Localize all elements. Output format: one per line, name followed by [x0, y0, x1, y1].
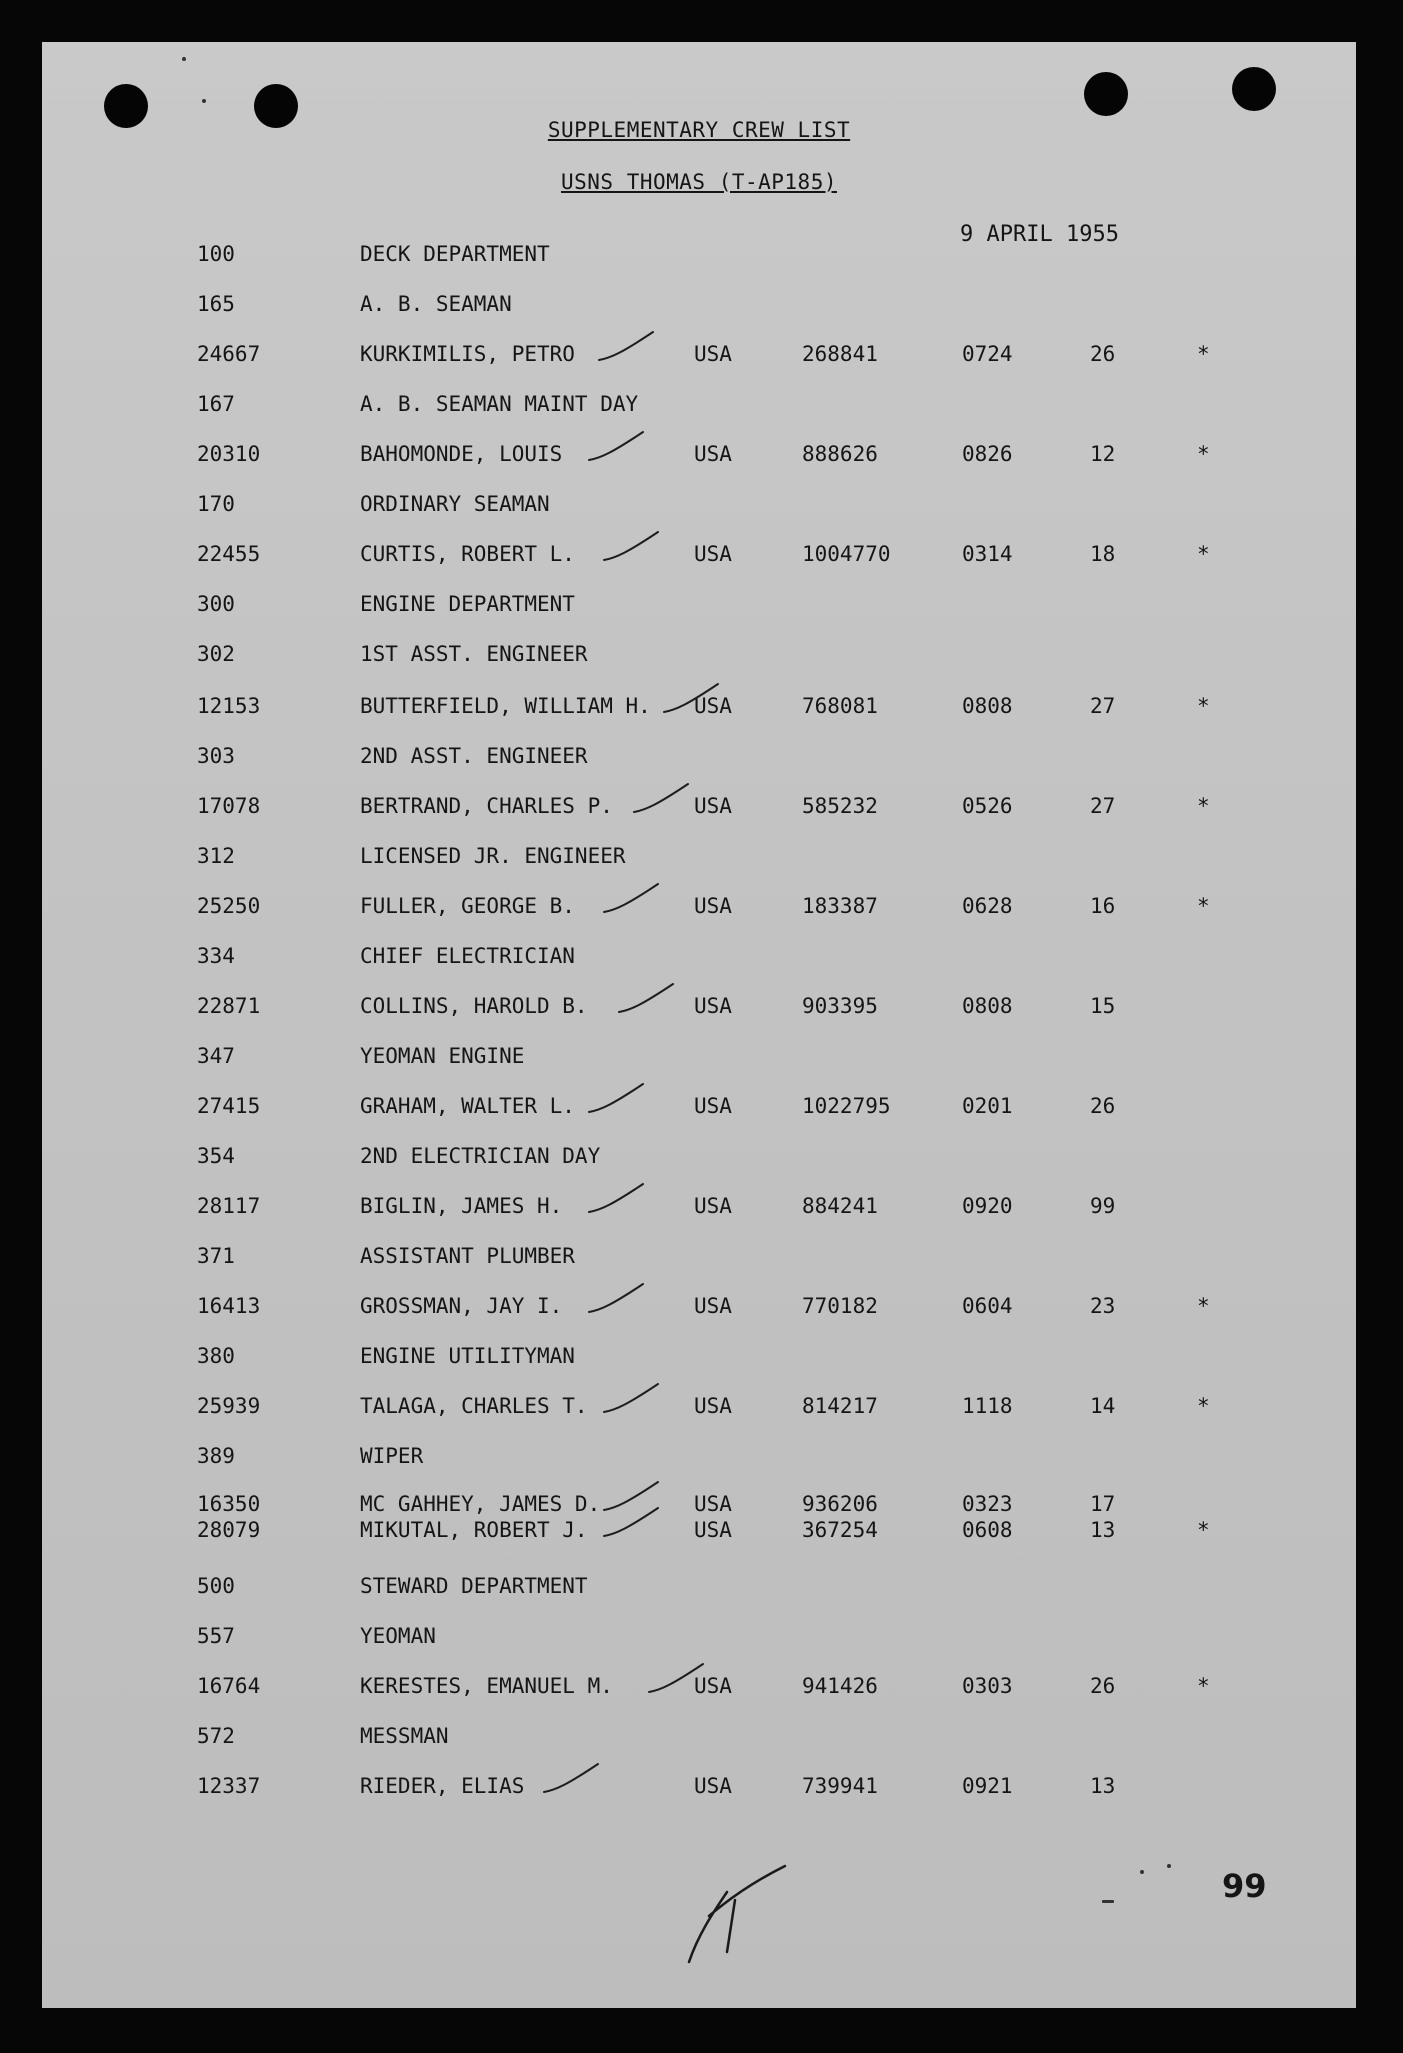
citizenship: USA [694, 442, 732, 466]
section-heading-row [42, 1724, 1356, 1754]
handwritten-check-mark [602, 1506, 660, 1540]
days-value: 18 [1090, 542, 1116, 566]
handwritten-check-mark [602, 530, 660, 564]
citizenship: USA [694, 694, 732, 718]
seaman-number: 814217 [802, 1394, 878, 1418]
section-code: 371 [197, 1244, 235, 1268]
section-heading-row [42, 1044, 1356, 1074]
crew-row [42, 1774, 1356, 1804]
crew-name: MC GAHHEY, JAMES D. [360, 1492, 601, 1516]
time-value: 0826 [962, 442, 1013, 466]
days-value: 99 [1090, 1194, 1116, 1218]
status-mark: * [1197, 794, 1210, 818]
days-value: 12 [1090, 442, 1116, 466]
row-code: 16764 [197, 1674, 261, 1698]
citizenship: USA [694, 542, 732, 566]
crew-row [42, 694, 1356, 724]
row-code: 27415 [197, 1094, 261, 1118]
status-mark: * [1197, 1394, 1210, 1418]
crew-row [42, 1294, 1356, 1324]
section-heading-row [42, 1624, 1356, 1654]
document-title: SUPPLEMENTARY CREW LIST [547, 118, 851, 142]
section-heading-row [42, 292, 1356, 322]
section-heading-row [42, 392, 1356, 422]
seaman-number: 183387 [802, 894, 878, 918]
section-label: 2ND ELECTRICIAN DAY [360, 1144, 601, 1168]
row-code: 12337 [197, 1774, 261, 1798]
section-label: A. B. SEAMAN [360, 292, 512, 316]
handwritten-initials [687, 1862, 787, 1972]
crew-row [42, 894, 1356, 924]
section-heading-row [42, 744, 1356, 774]
section-code: 167 [197, 392, 235, 416]
handwritten-check-mark [587, 1082, 645, 1116]
seaman-number: 941426 [802, 1674, 878, 1698]
paper-speck [1167, 1864, 1171, 1868]
row-code: 28079 [197, 1518, 261, 1542]
seaman-number: 770182 [802, 1294, 878, 1318]
row-code: 25939 [197, 1394, 261, 1418]
section-code: 165 [197, 292, 235, 316]
days-value: 14 [1090, 1394, 1116, 1418]
days-value: 15 [1090, 994, 1116, 1018]
time-value: 0808 [962, 994, 1013, 1018]
time-value: 0526 [962, 794, 1013, 818]
page-number: 99 [1222, 1867, 1267, 1905]
time-value: 0628 [962, 894, 1013, 918]
crew-row [42, 442, 1356, 472]
time-value: 0608 [962, 1518, 1013, 1542]
vessel-name: USNS THOMAS (T-AP185) [560, 170, 837, 194]
seaman-number: 1004770 [802, 542, 891, 566]
status-mark: * [1197, 1518, 1210, 1542]
days-value: 27 [1090, 694, 1116, 718]
days-value: 26 [1090, 342, 1116, 366]
status-mark: * [1197, 894, 1210, 918]
status-mark: * [1197, 542, 1210, 566]
crew-name: TALAGA, CHARLES T. [360, 1394, 588, 1418]
section-code: 347 [197, 1044, 235, 1068]
handwritten-check-mark [632, 782, 690, 816]
section-code: 302 [197, 642, 235, 666]
citizenship: USA [694, 1518, 732, 1542]
crew-row [42, 1674, 1356, 1704]
crew-row [42, 1394, 1356, 1424]
time-value: 0303 [962, 1674, 1013, 1698]
section-label: ENGINE UTILITYMAN [360, 1344, 575, 1368]
seaman-number: 888626 [802, 442, 878, 466]
crew-name: BIGLIN, JAMES H. [360, 1194, 563, 1218]
handwritten-check-mark [662, 682, 720, 716]
citizenship: USA [694, 1492, 732, 1516]
crew-name: GRAHAM, WALTER L. [360, 1094, 575, 1118]
section-heading-row [42, 492, 1356, 522]
crew-name: COLLINS, HAROLD B. [360, 994, 588, 1018]
status-mark: * [1197, 1294, 1210, 1318]
section-code: 300 [197, 592, 235, 616]
paper-speck [202, 99, 206, 103]
crew-row [42, 542, 1356, 572]
document-date: 9 APRIL 1955 [960, 222, 1119, 247]
crew-row [42, 1094, 1356, 1124]
crew-row [42, 994, 1356, 1024]
row-code: 22871 [197, 994, 261, 1018]
section-heading-row [42, 642, 1356, 672]
punch-hole [1232, 67, 1276, 111]
seaman-number: 1022795 [802, 1094, 891, 1118]
seaman-number: 936206 [802, 1492, 878, 1516]
section-label: 1ST ASST. ENGINEER [360, 642, 588, 666]
section-label: CHIEF ELECTRICIAN [360, 944, 575, 968]
section-heading-row [42, 242, 1356, 272]
crew-row [42, 1518, 1356, 1548]
citizenship: USA [694, 894, 732, 918]
citizenship: USA [694, 1094, 732, 1118]
section-label: LICENSED JR. ENGINEER [360, 844, 626, 868]
time-value: 0323 [962, 1492, 1013, 1516]
days-value: 17 [1090, 1492, 1116, 1516]
section-label: ENGINE DEPARTMENT [360, 592, 575, 616]
section-label: A. B. SEAMAN MAINT DAY [360, 392, 639, 416]
section-heading-row [42, 1574, 1356, 1604]
section-code: 380 [197, 1344, 235, 1368]
seaman-number: 268841 [802, 342, 878, 366]
document-page [42, 42, 1356, 2008]
crew-row [42, 1194, 1356, 1224]
handwritten-check-mark [602, 1382, 660, 1416]
row-code: 22455 [197, 542, 261, 566]
crew-name: KURKIMILIS, PETRO [360, 342, 575, 366]
row-code: 16413 [197, 1294, 261, 1318]
punch-hole [1084, 72, 1128, 116]
status-mark: * [1197, 694, 1210, 718]
days-value: 13 [1090, 1774, 1116, 1798]
time-value: 0604 [962, 1294, 1013, 1318]
section-code: 303 [197, 744, 235, 768]
citizenship: USA [694, 1294, 732, 1318]
row-code: 24667 [197, 342, 261, 366]
seaman-number: 367254 [802, 1518, 878, 1542]
citizenship: USA [694, 1774, 732, 1798]
section-code: 500 [197, 1574, 235, 1598]
section-label: STEWARD DEPARTMENT [360, 1574, 588, 1598]
days-value: 26 [1090, 1674, 1116, 1698]
row-code: 16350 [197, 1492, 261, 1516]
status-mark: * [1197, 442, 1210, 466]
row-code: 25250 [197, 894, 261, 918]
crew-name: KERESTES, EMANUEL M. [360, 1674, 613, 1698]
section-code: 389 [197, 1444, 235, 1468]
days-value: 16 [1090, 894, 1116, 918]
paper-speck [1102, 1900, 1114, 1903]
section-code: 170 [197, 492, 235, 516]
section-heading-row [42, 592, 1356, 622]
section-label: DECK DEPARTMENT [360, 242, 550, 266]
status-mark: * [1197, 342, 1210, 366]
handwritten-check-mark [617, 982, 675, 1016]
section-code: 100 [197, 242, 235, 266]
handwritten-check-mark [597, 330, 655, 364]
time-value: 0808 [962, 694, 1013, 718]
crew-name: RIEDER, ELIAS [360, 1774, 525, 1798]
section-code: 312 [197, 844, 235, 868]
section-heading-row [42, 944, 1356, 974]
citizenship: USA [694, 1674, 732, 1698]
section-heading-row [42, 844, 1356, 874]
handwritten-check-mark [587, 430, 645, 464]
citizenship: USA [694, 794, 732, 818]
days-value: 26 [1090, 1094, 1116, 1118]
days-value: 27 [1090, 794, 1116, 818]
time-value: 0201 [962, 1094, 1013, 1118]
crew-name: CURTIS, ROBERT L. [360, 542, 575, 566]
section-label: ASSISTANT PLUMBER [360, 1244, 575, 1268]
time-value: 1118 [962, 1394, 1013, 1418]
row-code: 20310 [197, 442, 261, 466]
days-value: 13 [1090, 1518, 1116, 1542]
section-heading-row [42, 1144, 1356, 1174]
row-code: 28117 [197, 1194, 261, 1218]
crew-name: BAHOMONDE, LOUIS [360, 442, 563, 466]
section-code: 354 [197, 1144, 235, 1168]
seaman-number: 768081 [802, 694, 878, 718]
handwritten-check-mark [542, 1762, 600, 1796]
section-code: 572 [197, 1724, 235, 1748]
section-label: 2ND ASST. ENGINEER [360, 744, 588, 768]
crew-name: BERTRAND, CHARLES P. [360, 794, 613, 818]
time-value: 0921 [962, 1774, 1013, 1798]
citizenship: USA [694, 994, 732, 1018]
section-heading-row [42, 1444, 1356, 1474]
handwritten-check-mark [587, 1282, 645, 1316]
section-label: ORDINARY SEAMAN [360, 492, 550, 516]
crew-name: MIKUTAL, ROBERT J. [360, 1518, 588, 1542]
handwritten-check-mark [602, 882, 660, 916]
citizenship: USA [694, 342, 732, 366]
paper-speck [1140, 1870, 1144, 1874]
section-label: MESSMAN [360, 1724, 449, 1748]
seaman-number: 884241 [802, 1194, 878, 1218]
time-value: 0724 [962, 342, 1013, 366]
time-value: 0920 [962, 1194, 1013, 1218]
crew-name: FULLER, GEORGE B. [360, 894, 575, 918]
days-value: 23 [1090, 1294, 1116, 1318]
seaman-number: 903395 [802, 994, 878, 1018]
crew-name: BUTTERFIELD, WILLIAM H. [360, 694, 651, 718]
row-code: 17078 [197, 794, 261, 818]
section-heading-row [42, 1244, 1356, 1274]
seaman-number: 739941 [802, 1774, 878, 1798]
citizenship: USA [694, 1194, 732, 1218]
row-code: 12153 [197, 694, 261, 718]
section-label: YEOMAN [360, 1624, 436, 1648]
seaman-number: 585232 [802, 794, 878, 818]
section-code: 557 [197, 1624, 235, 1648]
status-mark: * [1197, 1674, 1210, 1698]
section-code: 334 [197, 944, 235, 968]
section-label: WIPER [360, 1444, 424, 1468]
crew-row [42, 794, 1356, 824]
crew-row [42, 342, 1356, 372]
handwritten-check-mark [587, 1182, 645, 1216]
handwritten-check-mark [647, 1662, 705, 1696]
section-label: YEOMAN ENGINE [360, 1044, 525, 1068]
paper-speck [182, 57, 186, 61]
section-heading-row [42, 1344, 1356, 1374]
time-value: 0314 [962, 542, 1013, 566]
citizenship: USA [694, 1394, 732, 1418]
crew-name: GROSSMAN, JAY I. [360, 1294, 563, 1318]
